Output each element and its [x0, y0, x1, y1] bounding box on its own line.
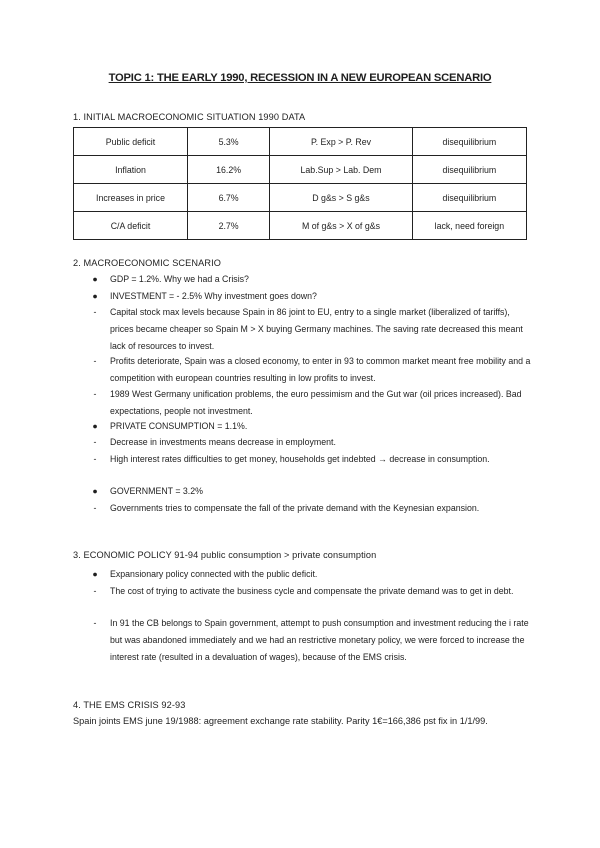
table-cell: disequilibrium	[412, 128, 526, 156]
table-cell: 16.2%	[187, 156, 269, 184]
dash-mark: -	[93, 586, 97, 596]
table-row	[74, 184, 527, 212]
table-cell: disequilibrium	[412, 184, 526, 212]
dash-mark: -	[93, 454, 97, 464]
list-item: GOVERNMENT = 3.2%	[110, 486, 203, 496]
table-cell: Inflation	[74, 156, 188, 184]
table-cell: C/A deficit	[74, 212, 188, 240]
list-item: Decrease in investments means decrease in employment.	[110, 437, 336, 447]
table-cell: disequilibrium	[412, 156, 526, 184]
bullet-mark: ●	[92, 274, 98, 284]
section-2-heading: 2. MACROECONOMIC SCENARIO	[73, 258, 221, 268]
table-cell: P. Exp > P. Rev	[270, 128, 413, 156]
list-item: Governments tries to compensate the fall of the private demand with the Keynesian expansion.	[110, 503, 480, 513]
table-cell: D g&s > S g&s	[270, 184, 413, 212]
section-4-paragraph: Spain joints EMS june 19/1988: agreement exchange rate stability. Parity 1€=166,386 pst fix in 1/1/99.	[73, 716, 488, 726]
table-cell: Increases in price	[74, 184, 188, 212]
dash-mark: -	[93, 437, 97, 447]
table-row	[74, 212, 527, 240]
table-cell: 6.7%	[187, 184, 269, 212]
list-item: PRIVATE CONSUMPTION = 1.1%.	[110, 421, 248, 431]
table-cell: lack, need foreign	[412, 212, 526, 240]
table-cell: M of g&s > X of g&s	[270, 212, 413, 240]
dash-mark: -	[93, 356, 97, 366]
list-item: 1989 West Germany unification problems, the euro pessimism and the Gut war (oil prices increased). Bad expectations, people not investment.	[110, 389, 522, 416]
table-cell: Lab.Sup > Lab. Dem	[270, 156, 413, 184]
list-item: High interest rates difficulties to get money, households get indebted → decrease in consumption.	[110, 454, 490, 464]
table-cell: 5.3%	[187, 128, 269, 156]
document-title: TOPIC 1: THE EARLY 1990, RECESSION IN A NEW EUROPEAN SCENARIO	[108, 72, 492, 84]
table-cell: Public deficit	[74, 128, 188, 156]
dash-mark: -	[93, 618, 97, 628]
list-item: In 91 the CB belongs to Spain government, attempt to push consumption and investment reducing the i rate but was abandoned immediately and we had an restrictive monetary policy, we were forced to increase the interest rate (resulted in a devaluation of wages), because of the EMS crisis.	[110, 618, 529, 662]
macro-data-table	[73, 127, 527, 240]
dash-mark: -	[93, 389, 97, 399]
section-1-heading: 1. INITIAL MACROECONOMIC SITUATION 1990 DATA	[73, 112, 306, 122]
dash-mark: -	[93, 503, 97, 513]
list-item: Profits deteriorate, Spain was a closed economy, to enter in 93 to common market meant free mobility and a competition with european countries resulting in low profits to invest.	[110, 356, 531, 383]
list-item: Capital stock max levels because Spain in 86 joint to EU, entry to a single market (liberalized of tariffs), prices became cheaper so Spain M > X buying Germany machines. The saving rate decreased this meant lack of resources to invest.	[110, 307, 523, 351]
list-item: The cost of trying to activate the business cycle and compensate the private demand was to get in debt.	[110, 586, 514, 596]
bullet-mark: ●	[92, 421, 98, 431]
table-cell: 2.7%	[187, 212, 269, 240]
list-item: INVESTMENT = - 2.5% Why investment goes down?	[110, 291, 317, 301]
bullet-mark: ●	[92, 569, 98, 579]
dash-mark: -	[93, 307, 97, 317]
table-row	[74, 128, 527, 156]
section-4-heading: 4. THE EMS CRISIS 92-93	[73, 700, 186, 710]
bullet-mark: ●	[92, 486, 98, 496]
list-item: Expansionary policy connected with the public deficit.	[110, 569, 318, 579]
list-item: GDP = 1.2%. Why we had a Crisis?	[110, 274, 249, 284]
section-3-heading: 3. ECONOMIC POLICY 91-94 public consumption > private consumption	[73, 550, 377, 560]
bullet-mark: ●	[92, 291, 98, 301]
table-row	[74, 156, 527, 184]
